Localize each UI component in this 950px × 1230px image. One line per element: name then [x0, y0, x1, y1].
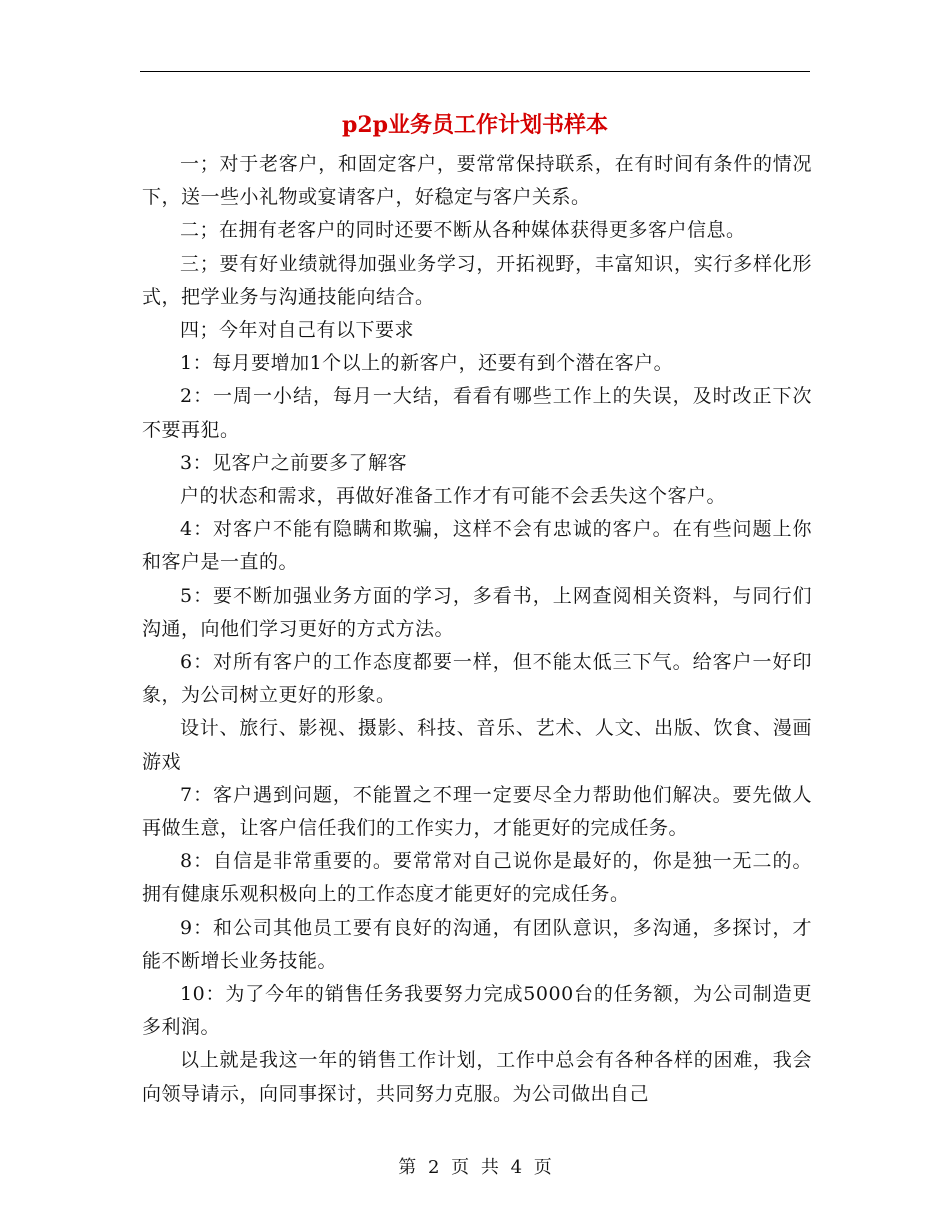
paragraph: 3：见客户之前要多了解客 — [180, 451, 408, 474]
paragraph: 6：对所有客户的工作态度都要一样，但不能太低三下气。给客户一好印象，为公司树立更好的形象。 — [142, 651, 812, 707]
paragraph: 设计、旅行、影视、摄影、科技、音乐、艺术、人文、出版、饮食、漫画游戏 — [142, 717, 812, 773]
paragraph: 二；在拥有老客户的同时还要不断从各种媒体获得更多客户信息。 — [180, 219, 746, 242]
paragraph: 一；对于老客户，和固定客户，要常常保持联系，在有时间有条件的情况下，送一些小礼物或宴请客户，好稳定与客户关系。 — [142, 153, 812, 209]
paragraph: 4：对客户不能有隐瞒和欺骗，这样不会有忠诚的客户。在有些问题上你和客户是一直的。 — [142, 518, 812, 574]
page-footer: 第 2 页 共 4 页 — [398, 1157, 552, 1178]
paragraph: 户的状态和需求，再做好准备工作才有可能不会丢失这个客户。 — [180, 485, 727, 508]
paragraph: 5：要不断加强业务方面的学习，多看书，上网查阅相关资料，与同行们沟通，向他们学习更好的方式方法。 — [142, 584, 812, 640]
document-body — [142, 148, 812, 1111]
paragraph: 7：客户遇到问题，不能置之不理一定要尽全力帮助他们解决。要先做人再做生意，让客户信任我们的工作实力，才能更好的完成任务。 — [142, 783, 812, 840]
paragraph: 9：和公司其他员工要有良好的沟通，有团队意识，多沟通，多探讨，才能不断增长业务技能。 — [142, 916, 812, 972]
paragraph: 三；要有好业绩就得加强业务学习，开拓视野，丰富知识，实行多样化形式，把学业务与沟通技能向结合。 — [142, 252, 812, 308]
paragraph: 2：一周一小结，每月一大结，看看有哪些工作上的失误，及时改正下次不要再犯。 — [142, 385, 812, 441]
paragraph: 1：每月要增加1个以上的新客户，还要有到个潜在客户。 — [180, 352, 674, 375]
paragraph: 以上就是我这一年的销售工作计划，工作中总会有各种各样的困难，我会向领导请示，向同事探讨，共同努力克服。为公司做出自己 — [142, 1049, 812, 1105]
paragraph: 四；今年对自己有以下要求 — [180, 319, 415, 342]
paragraph: 8：自信是非常重要的。要常常对自己说你是最好的，你是独一无二的。拥有健康乐观积极向上的工作态度才能更好的完成任务。 — [142, 850, 812, 906]
paragraph: 10：为了今年的销售任务我要努力完成5000台的任务额，为公司制造更多利润。 — [142, 983, 812, 1039]
document-title: p2p业务员工作计划书样本 — [341, 112, 609, 138]
header-rule — [140, 71, 810, 72]
